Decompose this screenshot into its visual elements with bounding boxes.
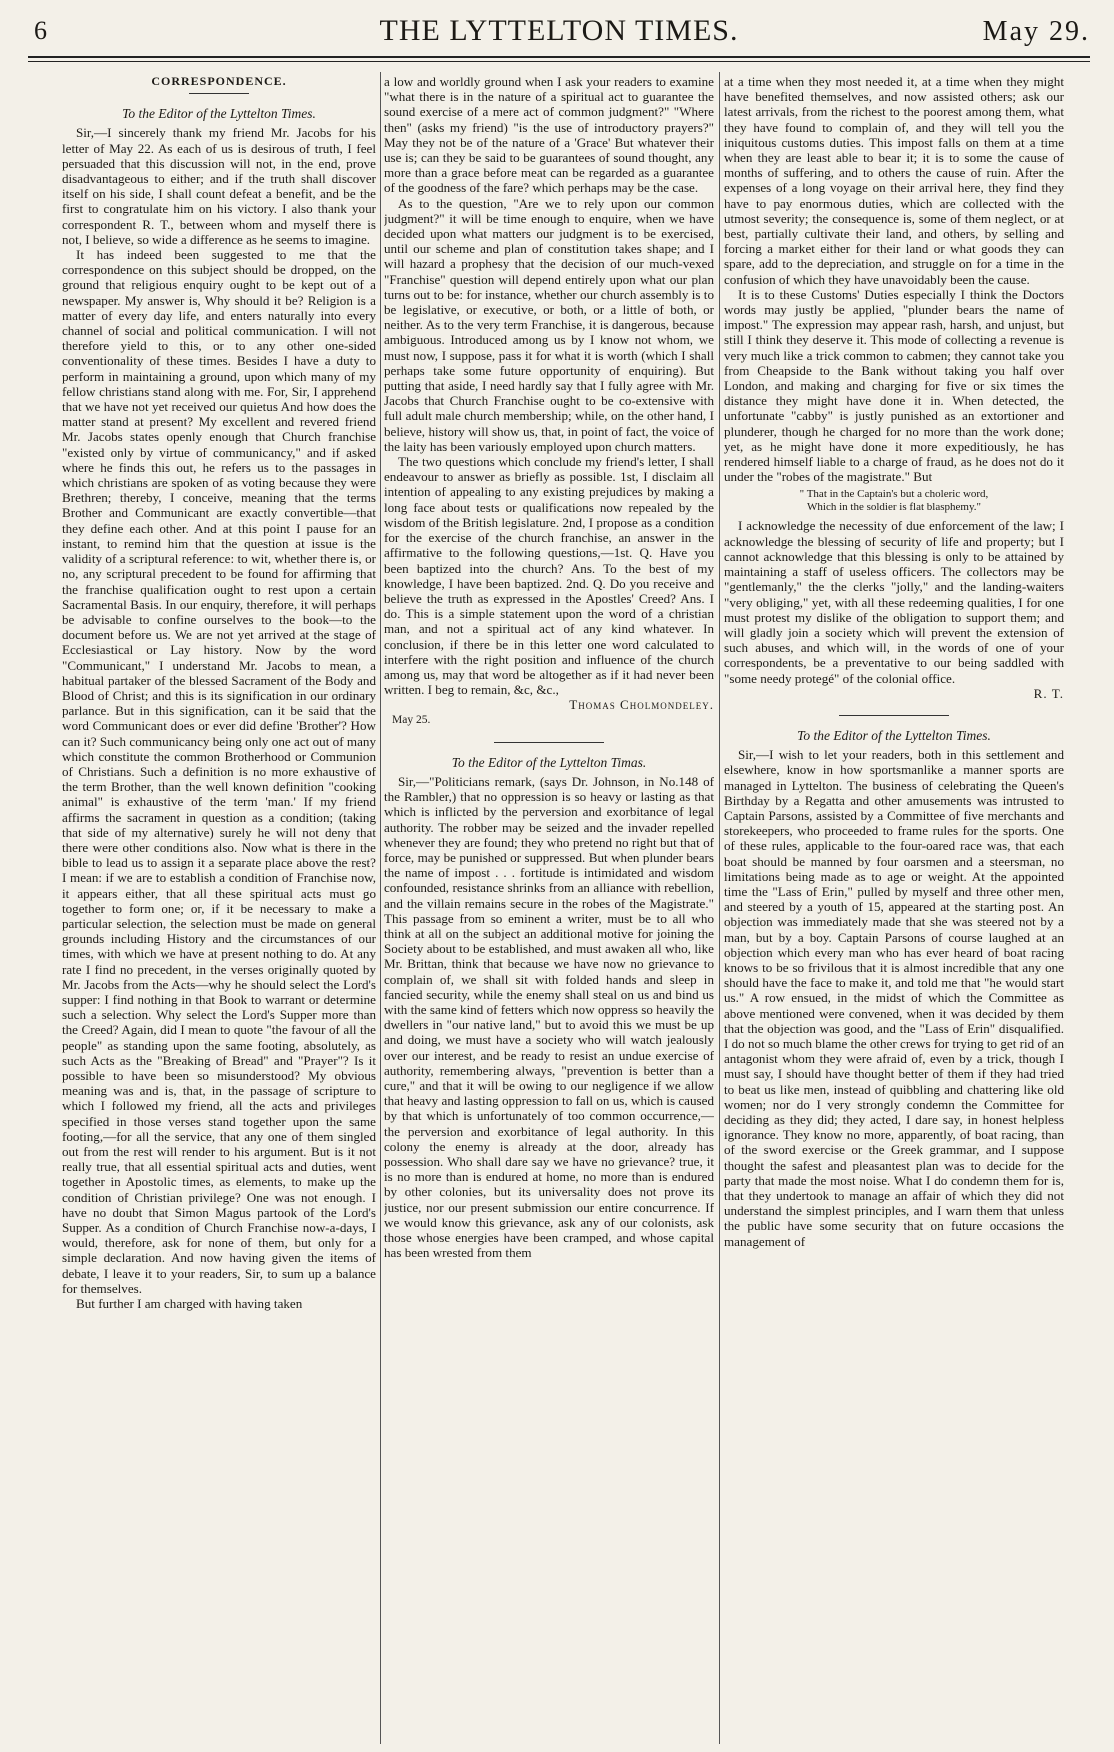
- column-divider: [380, 72, 381, 1744]
- letter-address: To the Editor of the Lyttelton Times.: [797, 727, 991, 743]
- masthead-rule: [28, 56, 1090, 58]
- letter-paragraph: It has indeed been suggested to me that the correspondence on this subject should be dropped, on the ground that religious enquiry ought to be kept out of a newspaper. My answer is, Why should it be? Religion is a matter of every day life, and enters naturally into every channel of social and political communication. I will not therefore yield to this, or to any other one-sided conventionality of these times. Besides I have a duty to perform in maintaining a ground, upon which many of my fellow christians stand along with me. For, Sir, I apprehend that we have not yet received our quietus And how does the matter stand at present? My excellent and revered friend Mr. Jacobs states openly enough that Church franchise "existed only by virtue of communicancy," and if asked where he finds this out, he refers us to the passages in which christians are spoken of as voting because they were Brethren; thereby, I conceive, meaning that the terms Brother and Communicant are exactly convertible—that they define each other. And at this point I pause for an instant, to remind him that the question at issue is the validity of a scriptural reference: to wit, whether there is, or no, any scriptural precedent to be found for affirming that the franchise qualification ought to rest upon a certain Sacramental Basis. In our enquiry, therefore, it will perhaps be advisable to confine ourselves to the book—to the document before us. We are not yet arrived at the stage of Ecclesiastical or Lay history. Now by the word "Communicant," I understand Mr. Jacobs to mean, a habitual partaker of the blessed Sacrament of the Body and Blood of Christ; and this is its signification in our ordinary parlance. But in this signification, can it be said that the word Communicant does or ever did define 'Brother'? How can it? Such communicancy being only one act out of many which constitute the common Brotherhood or Communion of Christians. Such a definition is no more exhaustive of the term Brother, than the well known definition "cooking animal" is exhaustive of the term 'man.' If my friend affirms the sacrament in question as a condition; (taking that side of my alternative) surely he will not deny that there were other conditions also. Now what is there in the bible to lead us to assign it a separate place above the rest? I mean: if we are to establish a condition of Franchise now, it appears either, that all these spiritual acts must go together to form one; or, if it be necessary to make a particular selection, the selection must be made on general grounds including History and the circumstances of our times, with which we have at present nothing to do. At any rate I find no precedent, in the verses originally quoted by Mr. Jacobs from the Acts—why he should select the Lord's supper: I find nothing in that Book to warrant or determine such a selection. Why select the Lord's Supper more than the Creed? Again, did I mean to quote "the favour of all the people" as standing upon the same footing, absolutely, as such Acts as the "Breaking of Bread" and "Prayer"? Is it possible to have been so misunderstood? My obvious meaning was and is, that, in the passage of scripture to which I followed my friend, all the acts and privileges specified in those verses stand together upon the same footing,—for all the service, that any one of them singled out from the rest will render to his argument. But is it not really true, that all essential spiritual acts and duties, went together in Apostolic times, as elements, to make up the condition of Christian privilege? One was not enough. I have no doubt that Simon Magus partook of the Lord's Supper. As a condition of Church Franchise now-a-days, I would, therefore, ask for none of them, but only for a simple declaration. And now having given the items of debate, I leave it to your readers, Sir, to sum up a balance for themselves.: [62, 247, 376, 1296]
- column-3: [724, 74, 1064, 1744]
- letter-separator: [494, 742, 604, 743]
- masthead: [28, 10, 1090, 54]
- heading-rule: [189, 93, 249, 94]
- section-heading: CORRESPONDENCE.: [151, 74, 287, 88]
- letter-paragraph: It is to these Customs' Duties especially I think the Doctors words may justly be applied, "plunder bears the name of impost." The expression may appear rash, harsh, and unjust, but still I think they deserve it. This mode of collecting a revenue is very much like a trick common to cabmen; they cannot take you from Cheapside to the Bank without taking you half over London, and making and charging for five or six times the distance they might have done it in. When detected, the unfortunate "cabby" is justly punished as an extortioner and plunderer, though he charged for no more than the work done; yet, as he might have done it more expeditiously, he has rendered himself liable to a charge of fraud, as he does not do it under the "robes of the magistrate." But: [724, 286, 1064, 485]
- quoted-verse-line: Which in the soldier is flat blasphemy.": [807, 501, 981, 514]
- letter-address: To the Editor of the Lyttelton Timas.: [451, 754, 647, 770]
- quoted-verse-line: " That in the Captain's but a choleric word,: [799, 488, 989, 501]
- masthead-rule-thin: [28, 61, 1090, 62]
- letter-address: To the Editor of the Lyttelton Times.: [122, 106, 316, 122]
- letter-paragraph: I acknowledge the necessity of due enforcement of the law; I acknowledge the blessing of security of life and property; but I cannot acknowledge that this blessing is only to be attained by maintaining a staff of useless officers. The collectors may be "gentlemanly," the the clerks "jolly," and the landing-waiters "very obliging," yet, with all these redeeming qualities, I for one must protest my dislike of the obligation to support them; and will gladly join a society which will prevent the extension of such abuses, and which will, in the words of one of your correspondents, be a preventative to our being saddled with "some needy protegé" of the colonial office.: [724, 518, 1064, 686]
- column-2: [384, 74, 714, 1744]
- letter-signature: Thomas Cholmondeley.: [569, 697, 714, 713]
- letter-signature: R. T.: [1033, 685, 1064, 701]
- letter-paragraph: The two questions which conclude my friend's letter, I shall endeavour to answer as briefly as possible. 1st, I disclaim all intention of appealing to any existing prejudices by making a long face about tests or qualifications now repealed by the wisdom of the British legislature. 2nd, I propose as a condition for the exercise of the church franchise, an answer in the affirmative to the following questions,—1st. Q. Have you been baptized into the church? Ans. To the best of my knowledge, I have been baptized. 2nd. Q. Do you receive and believe the truth as expressed in the Apostles' Creed? Ans. I do. This is a simple statement upon the word of a christian man, and not a spiritual act of any kind whatever. In conclusion, if there be in this letter one word calculated to interfere with the right position and influence of the church among us, may that word be altogether as if it had never been written. I beg to remain, &c, &c.,: [384, 454, 714, 698]
- column-1: [62, 74, 376, 1744]
- letter-separator: [839, 715, 949, 716]
- letter-paragraph: As to the question, "Are we to rely upon our common judgment?" it will be time enough to enquire, when we have decided upon what matters our judgment is to be exercised, until our scheme and plan of constitution takes shape; and I will hazard a prophesy that the decision of our much-vexed "Franchise" question will depend entirely upon what our plan turns out to be: for instance, whether our church assembly is to be legislative, or executive, or both, or a little of both, or neither. As to the very term Franchise, it is dangerous, because ambiguous. Introduced among us by I know not whom, we must now, I suppose, pass it for what it is worth (which I shall perhaps take some future opportunity of enquiring). But putting that aside, I need hardly say that I fully agree with Mr. Jacobs that Church Franchise ought to be co-extensive with full adult male church membership; while, on the other hand, I believe, history will show us, that, in point of fact, the voice of the laity has been variously employed upon church matters.: [384, 195, 714, 454]
- letter-paragraph: But further I am charged with having taken: [76, 1296, 303, 1312]
- letter-paragraph: Sir,—"Politicians remark, (says Dr. Johnson, in No.148 of the Rambler,) that no oppression is so heavy or lasting as that which is inflicted by the perversion and exorbitance of legal authority. The robber may be seized and the invader repelled whenever they are found; they who pretend no right but that of force, may be punished or suppressed. But when plunder bears the name of impost . . . fortitude is intimidated and wisdom confounded, resistance shrinks from an alliance with rebellion, and the villain remains secure in the robes of the Magistrate." This passage from so eminent a writer, must be to all who think at all on the subject an additional motive for joining the Society about to be established, and must awaken all who, like Mr. Brittan, think that because we have now no grievance to complain of, we shall sit with folded hands and sleep in fancied security, while the enemy shall steal on us and bind us with the same kind of fetters which now oppress so heavily the dwellers in "our native land," but to avoid this we must be up and doing, we must have a society who will watch jealously over our interest, and be ready to resist an undue exercise of authority, remembering always, "prevention is better than a cure," and that it will be owing to our negligence if we allow that heavy and lasting oppression to fall on us, which is caused by that which is unfortunately of too common occurrence,—the perversion and exorbitance of legal authority. In this colony the enemy is already at the door, already has possession. Who shall dare say we have no grievance? true, it is no more than is endured at home, no more than is endured by other colonies, but its universality does not prove its justice, nor our present submission our entire concurrence. If we would know this grievance, ask any of our colonists, ask those whose energies have been cramped, and whose capital has been wrested from them: [384, 773, 714, 1261]
- newspaper-title: THE LYTTELTON TIMES.: [379, 14, 739, 47]
- letter-paragraph: at a time when they most needed it, at a time when they might have benefited themselves, and now assisted others; ask our latest arrivals, from the richest to the poorest among them, what they have found to complain of, and they will tell you the iniquitous customs duties. This impost falls on them at a time when they are least able to bear it; it is to some the cause of months of suffering, and to others the cause of ruin. After the expenses of a long voyage on their arrival here, they find they have to pay enormous duties, which are collected with the utmost severity; the consequence is, some of them neglect, or at best, partially cultivate their land, and others, by selling and forcing a market either for their land or what goods they can spare, add to the depreciation, and struggle on for a time in the confusion of which they have unavoidably been the cause.: [724, 74, 1064, 287]
- letter-paragraph: Sir,—I sincerely thank my friend Mr. Jacobs for his letter of May 22. As each of us is desirous of truth, I feel persuaded that this discussion will not, in the end, prove disadvantageous to either; and if the truth shall discover itself on his side, I shall count defeat a benefit, and be the first to congratulate him on his victory. I also thank your correspondent R. T., between whom and myself there is not, I believe, so wide a difference as he seems to imagine.: [62, 125, 376, 247]
- letter-date: May 25.: [392, 713, 431, 726]
- page-number: 6: [34, 16, 47, 45]
- issue-date: May 29.: [982, 16, 1090, 47]
- letter-paragraph: a low and worldly ground when I ask your readers to examine "what there is in the nature of a spiritual act to guarantee the sound exercise of a mere act of common judgment?" "Where then" (asks my friend) "is the use of introductory prayers?" May they not be of the nature of a 'Grace' But whatever their use is; can they be said to be guarantees of sound thought, any more than a grace before meat can be regarded as a guarantee of the goodness of the fare? which perhaps may be the case.: [384, 74, 714, 196]
- column-divider: [719, 72, 720, 1744]
- letter-paragraph: Sir,—I wish to let your readers, both in this settlement and elsewhere, know in how sportsmanlike a manner sports are managed in Lyttelton. The business of celebrating the Queen's Birthday by a Regatta and other amusements was intrusted to Captain Parsons, assisted by a Committee of five merchants and storekeepers, who proceeded to frame rules for the sports. One of these rules, applicable to the four-oared race was, that each boat should be manned by four oarsmen and a steersman, no limitations being made as to age or weight. At the appointed time the "Lass of Erin," pulled by myself and three other men, and steered by a youth of 15, appeared at the starting post. An objection was immediately made that she was steered not by a man, but by a boy. Captain Parsons of course laughed at an objection which every man who has ever heard of boat racing knows to be so frivilous that it is almost incredible that any one should have the face to make it, and told me that "he would start us." A row ensued, in the midst of which the Committee as above mentioned were convened, when it was decided by them that the objection was good, and the "Lass of Erin" disqualified. I do not so much blame the other crews for trying to get rid of an antagonist whom they were afraid of, even by a trick, though I must say, I should have thought better of them if they had tried to beat us like men, instead of quibbling and chattering like old women; nor do I very strongly condemn the Committee for deciding as they did; they acted, I dare say, in honest helpless ignorance. They know no more, apparently, of boat racing, than of the sword exercise or the Greek grammar, and I suppose thought the safest and pleasantest plan was to decide for the party that made the most noise. What I do condemn them for is, that they undertook to manage an affair of which they did not understand the simplest principles, and I warn them that unless the public have some security that on future occasions the management of: [724, 747, 1064, 1249]
